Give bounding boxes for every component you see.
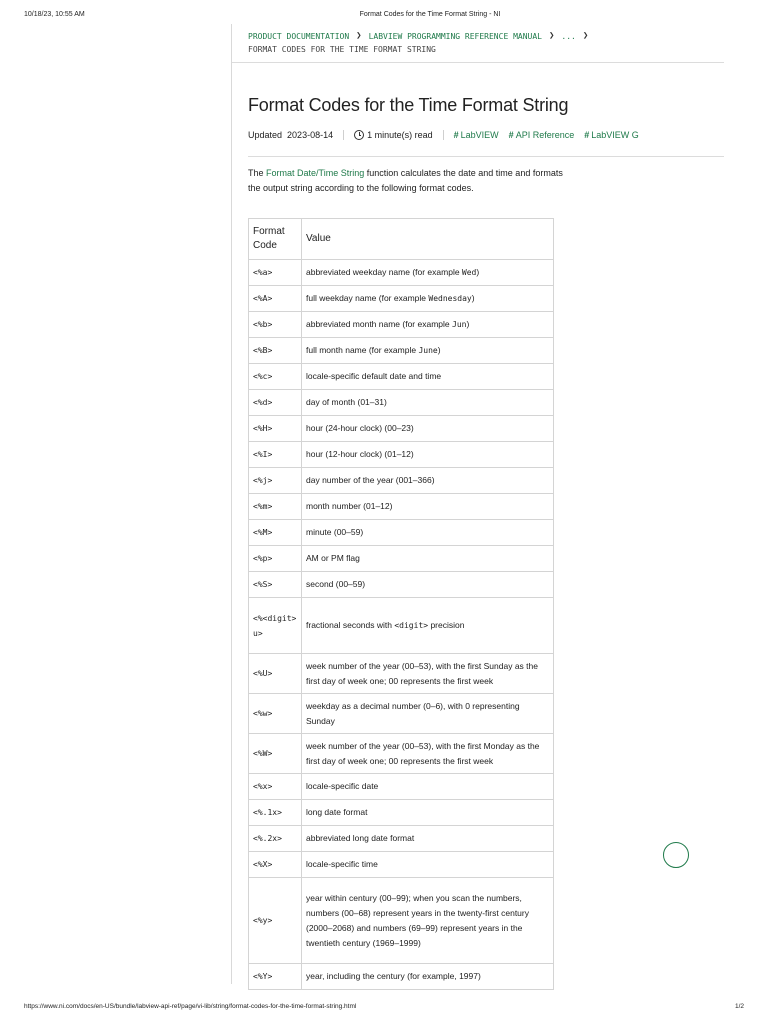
print-doc-title: Format Codes for the Time Format String - NI [359,11,501,18]
format-code-cell: <%.2x> [249,826,302,852]
format-value-cell: long date format [302,800,554,826]
format-code-cell: <%p> [249,546,302,572]
header-divider [232,62,724,63]
header-value: Value [302,219,554,260]
format-value-cell: AM or PM flag [302,546,554,572]
chat-widget-button[interactable] [663,842,689,868]
tag-labview[interactable]: # LabVIEW [453,130,499,140]
table-row [249,572,554,598]
format-code-cell: <%U> [249,654,302,694]
read-time: 1 minute(s) read [367,130,433,140]
header-format-code: Format Code [249,219,302,260]
format-code-cell: <%.1x> [249,800,302,826]
print-url: https://www.ni.com/docs/en-US/bundle/labview-api-ref/page/vi-lib/string/format-codes-for-the-time-format-string.html [24,1003,357,1010]
hash-icon: # [584,130,590,140]
format-value-cell: year, including the century (for example, 1997) [302,964,554,990]
format-value-cell: hour (12-hour clock) (01–12) [302,442,554,468]
format-value-cell: minute (00–59) [302,520,554,546]
table-row [249,364,554,390]
format-code-cell: <%w> [249,694,302,734]
breadcrumb-item-product-documentation[interactable]: PRODUCT DOCUMENTATION [248,32,350,41]
format-value-cell: week number of the year (00–53), with the first Monday as the first day of week one; 00 represents the first week [302,734,554,774]
print-datetime: 10/18/23, 10:55 AM [24,11,85,18]
format-code-cell: <%Y> [249,964,302,990]
format-code-cell: <%W> [249,734,302,774]
format-code-cell: <%m> [249,494,302,520]
format-value-cell: year within century (00–99); when you scan the numbers, numbers (00–68) represent years in the twenty-first century (2000–2068) and numbers (69–99) represent years in the twentieth century (1969–1999) [302,878,554,964]
format-date-time-string-link[interactable]: Format Date/Time String [266,168,365,178]
format-code-cell: <%B> [249,338,302,364]
format-code-cell: <%I> [249,442,302,468]
table-row [249,338,554,364]
format-code-cell: <%X> [249,852,302,878]
table-row [249,774,554,800]
format-code-cell: <%M> [249,520,302,546]
format-code-cell: <%H> [249,416,302,442]
print-page-number: 1/2 [734,1003,744,1010]
article-meta [248,130,649,140]
format-code-cell: <%x> [249,774,302,800]
table-row [249,260,554,286]
meta-separator [343,130,344,140]
table-row [249,826,554,852]
format-value-cell: locale-specific time [302,852,554,878]
format-code-cell: <%b> [249,312,302,338]
clock-icon [354,130,364,140]
code-literal: Wednesday [428,294,472,303]
table-row [249,546,554,572]
breadcrumb-current: FORMAT CODES FOR THE TIME FORMAT STRING [248,45,436,54]
table-row [249,520,554,546]
table-row [249,694,554,734]
chevron-right-icon: ❯ [548,31,555,41]
format-code-cell: <%y> [249,878,302,964]
format-code-cell: <%a> [249,260,302,286]
sidebar-divider [231,24,232,984]
format-value-cell: day number of the year (001–366) [302,468,554,494]
format-value-cell: day of month (01–31) [302,390,554,416]
table-row [249,312,554,338]
table-row [249,852,554,878]
print-header [0,11,768,23]
code-literal: Jun [452,320,467,329]
format-code-cell: <%j> [249,468,302,494]
table-row [249,416,554,442]
format-value-cell: hour (24-hour clock) (00–23) [302,416,554,442]
format-value-cell: month number (01–12) [302,494,554,520]
table-row [249,734,554,774]
format-value-cell: fractional seconds with <digit> precision [302,598,554,654]
format-code-cell: <%<digit>u> [249,598,302,654]
intro-paragraph: The Format Date/Time String function calculates the date and time and formats the output string according to the following format codes. [248,168,563,193]
format-code-cell: <%S> [249,572,302,598]
table-row [249,468,554,494]
breadcrumb [248,30,724,56]
format-value-cell: full weekday name (for example Wednesday) [302,286,554,312]
meta-divider [248,156,724,157]
table-row [249,598,554,654]
code-literal: June [418,346,438,355]
code-literal: Wed [461,268,477,277]
table-row [249,390,554,416]
format-value-cell: second (00–59) [302,572,554,598]
page-title: Format Codes for the Time Format String [248,95,569,115]
updated-date: 2023-08-14 [287,130,334,140]
format-value-cell: full month name (for example June) [302,338,554,364]
table-row [249,800,554,826]
format-value-cell: locale-specific default date and time [302,364,554,390]
updated-label: Updated [248,130,283,140]
format-value-cell: locale-specific date [302,774,554,800]
meta-separator [443,130,444,140]
format-value-cell: weekday as a decimal number (0–6), with 0 representing Sunday [302,694,554,734]
format-value-cell: abbreviated weekday name (for example Wed) [302,260,554,286]
table-row [249,442,554,468]
format-code-cell: <%c> [249,364,302,390]
hash-icon: # [453,130,459,140]
table-row [249,654,554,694]
format-value-cell: abbreviated long date format [302,826,554,852]
breadcrumb-item-labview-manual[interactable]: LABVIEW PROGRAMMING REFERENCE MANUAL [368,32,542,41]
table-row [249,878,554,964]
format-codes-table [248,218,554,990]
chevron-right-icon: ❯ [356,31,362,41]
format-value-cell: abbreviated month name (for example Jun) [302,312,554,338]
hash-icon: # [508,130,514,140]
table-header-row [249,219,554,260]
breadcrumb-item-ellipsis[interactable]: ... [561,32,576,41]
code-literal: <digit> [394,621,429,630]
tag-labview-g[interactable]: # LabVIEW G [584,130,639,140]
format-value-cell: week number of the year (00–53), with the first Sunday as the first day of week one; 00 represents the first week [302,654,554,694]
tag-api-reference[interactable]: # API Reference [508,130,575,140]
table-row [249,964,554,990]
table-row [249,286,554,312]
format-code-cell: <%A> [249,286,302,312]
chevron-right-icon: ❯ [582,31,589,41]
table-row [249,494,554,520]
format-code-cell: <%d> [249,390,302,416]
